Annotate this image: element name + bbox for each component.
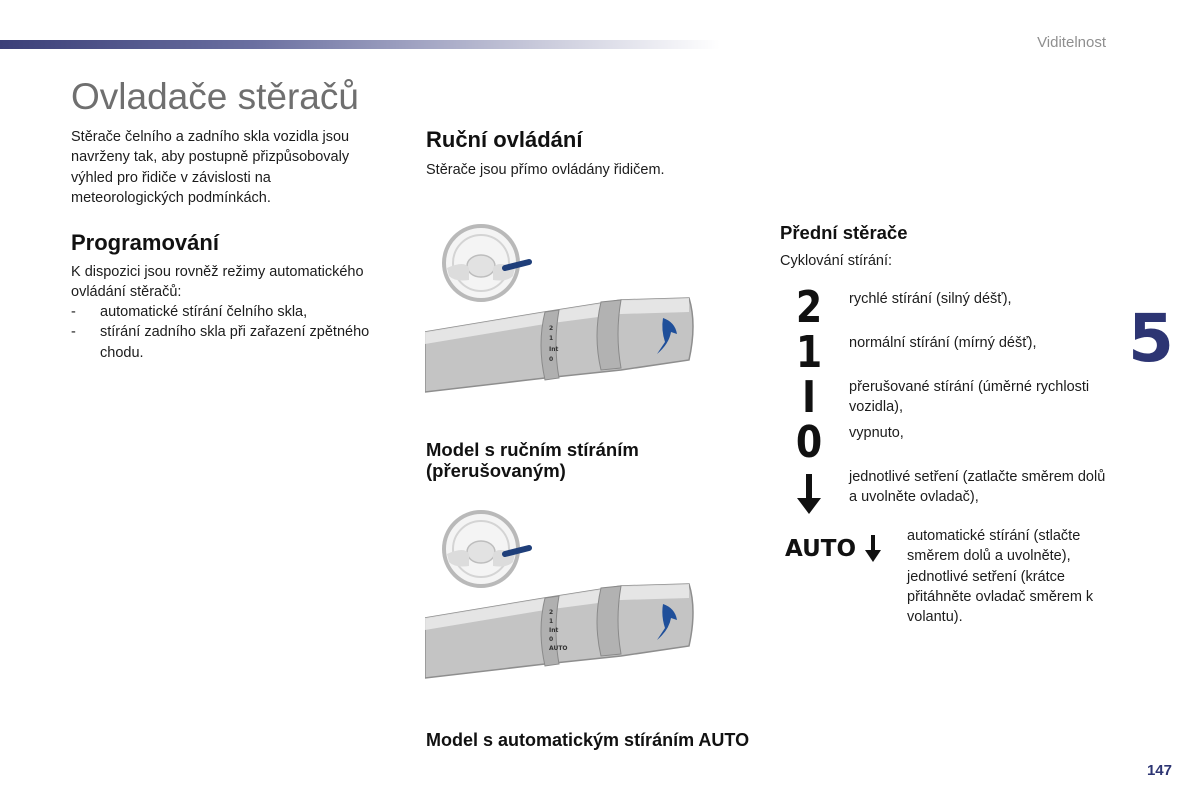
off-text: vypnuto, [849, 425, 904, 441]
speed-2-symbol: 2 [795, 282, 823, 333]
speed-2-text: rychlé stírání (silný déšť), [849, 291, 1012, 307]
stalk-tick-label: 2 [549, 609, 554, 616]
header-gradient-bar [0, 40, 720, 49]
wiper-stalk-lever [425, 298, 693, 392]
wiper-stalk-illustration-auto [425, 506, 705, 696]
page-number: 147 [1146, 762, 1172, 779]
stalk-tick-label: 1 [549, 335, 554, 342]
caption-auto: Model s automatickým stíráním AUTO [426, 730, 750, 750]
manual-heading: Ruční ovládání [426, 127, 583, 152]
stalk-tick-label: 1 [549, 618, 554, 625]
steering-wheel-icon [444, 226, 529, 300]
intermittent-symbol: I [801, 372, 817, 423]
wiper-stalk-illustration-intermittent [425, 220, 705, 410]
programming-text: K dispozici jsou rovněž režimy automatického ovládání stěračů: [71, 264, 364, 301]
manual-text: Stěrače jsou přímo ovládány řidičem. [426, 162, 665, 178]
off-symbol: 0 [795, 417, 823, 468]
down-arrow-icon [795, 474, 823, 516]
intro-paragraph: Stěrače čelního a zadního skla vozidla jsou navrženy tak, aby postupně přizpůsobovaly výhled pro řidiče v závislosti na meteorologických podmínkách. [71, 129, 350, 206]
stalk-tick-label: 0 [549, 356, 554, 363]
page-title: Ovladače stěračů [71, 76, 359, 117]
speed-1-text: normální stírání (mírný déšť), [849, 335, 1037, 351]
section-label: Viditelnost [1037, 34, 1106, 51]
chapter-number: 5 [1128, 300, 1174, 377]
auto-symbol: AUTO [785, 535, 882, 563]
steering-wheel-icon [444, 512, 529, 586]
stalk-tick-label: Int [549, 346, 559, 353]
auto-text: automatické stírání (stlačte směrem dolů a uvolněte), jednotlivé setření (krátce přitáhněte ovladač směrem k volantu). [907, 528, 1094, 626]
caption-intermittent: Model s ručním stíráním (přerušovaným) [426, 439, 639, 481]
single-wipe-text: jednotlivé setření (zatlačte směrem dolů a uvolněte ovladač), [849, 469, 1106, 506]
speed-1-symbol: 1 [795, 327, 823, 378]
stalk-tick-label: Int [549, 627, 559, 634]
intermittent-text: přerušované stírání (úměrné rychlosti vozidla), [849, 379, 1090, 416]
programming-list [71, 302, 401, 363]
stalk-tick-label: 0 [549, 636, 554, 643]
stalk-tick-label: 2 [549, 325, 554, 332]
front-wipers-subheading: Cyklování stírání: [780, 253, 893, 269]
list-item: - automatické stírání čelního skla, [71, 304, 308, 320]
stalk-tick-label: AUTO [549, 645, 568, 652]
list-item: - stírání zadního skla při zařazení zpětného chodu. [71, 324, 370, 361]
front-wipers-heading: Přední stěrače [780, 222, 908, 243]
wiper-stalk-lever [425, 584, 693, 678]
programming-heading: Programování [71, 230, 219, 255]
auto-down-arrow-icon [864, 535, 882, 563]
